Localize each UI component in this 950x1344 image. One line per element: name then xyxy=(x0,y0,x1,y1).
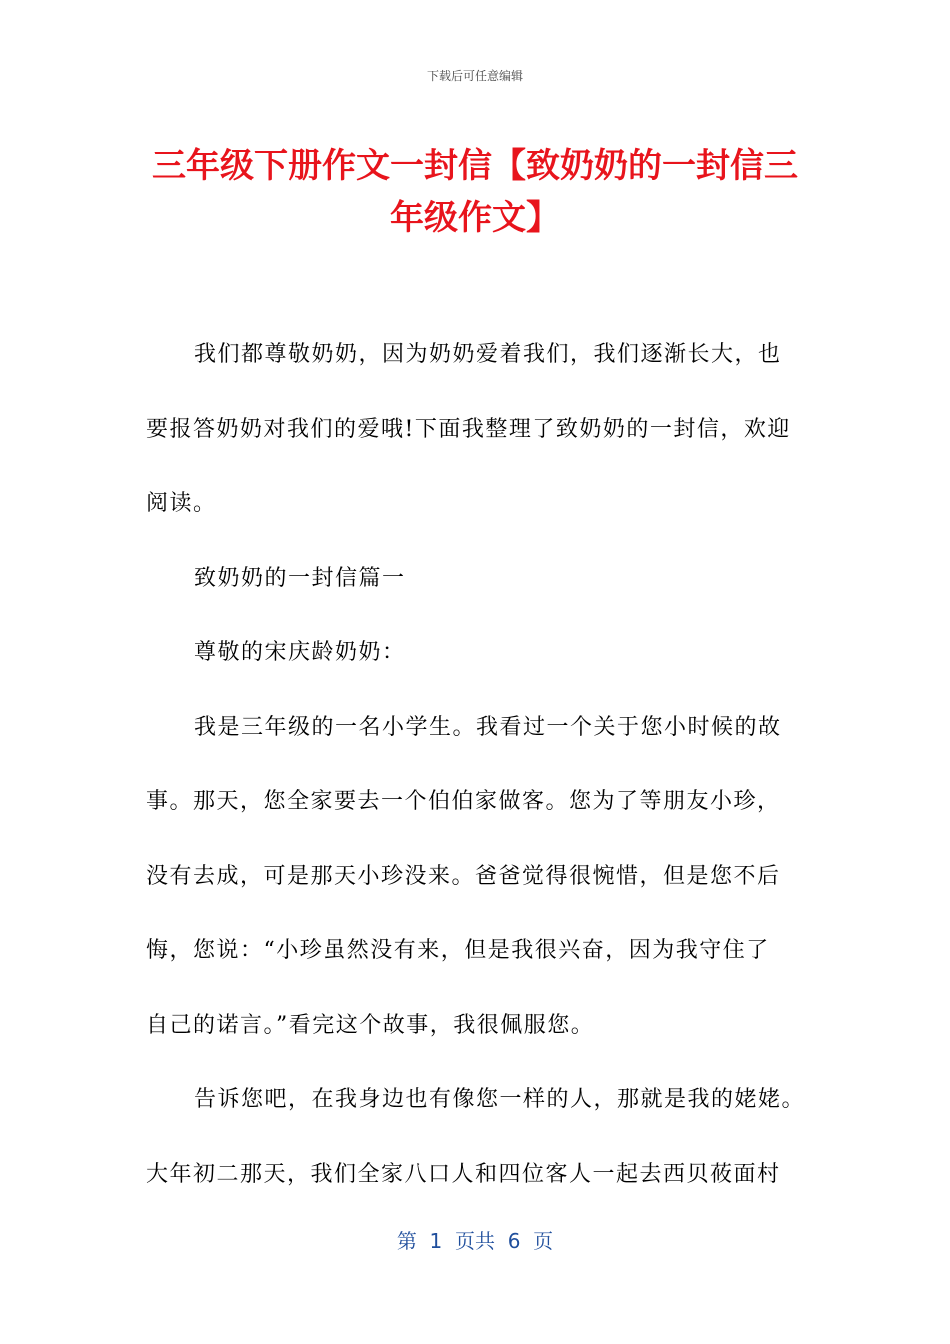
body-line: 致奶奶的一封信篇一 xyxy=(194,565,406,591)
body-line: 悔，您说：“小珍虽然没有来，但是我很兴奋，因为我守住了 xyxy=(146,938,770,963)
body-line: 尊敬的宋庆龄奶奶： xyxy=(194,640,406,665)
body-line: 事。那天，您全家要去一个伯伯家做客。您为了等朋友小珍， xyxy=(146,789,781,814)
header-note: 下载后可任意编辑 xyxy=(426,69,523,83)
document-title: 三年级下册作文一封信【致奶奶的一封信三年级作文】 xyxy=(152,146,798,238)
body-line: 阅读。 xyxy=(146,491,217,516)
body-line: 大年初二那天，我们全家八口人和四位客人一起去西贝莜面村 xyxy=(146,1161,781,1187)
document-body xyxy=(146,318,808,1212)
body-line: 要报答奶奶对我们的爱哦!下面我整理了致奶奶的一封信，欢迎 xyxy=(146,416,791,442)
body-line: 我们都尊敬奶奶，因为奶奶爱着我们，我们逐渐长大，也 xyxy=(194,342,782,367)
body-line: 没有去成，可是那天小珍没来。爸爸觉得很惋惜，但是您不后 xyxy=(146,863,781,889)
body-line: 我是三年级的一名小学生。我看过一个关于您小时候的故 xyxy=(194,714,782,740)
page-footer: 第 1 页共 6 页 xyxy=(396,1229,554,1253)
body-line: 告诉您吧，在我身边也有像您一样的人，那就是我的姥姥。 xyxy=(194,1087,806,1112)
body-line: 自己的诺言。”看完这个故事，我很佩服您。 xyxy=(146,1012,595,1038)
